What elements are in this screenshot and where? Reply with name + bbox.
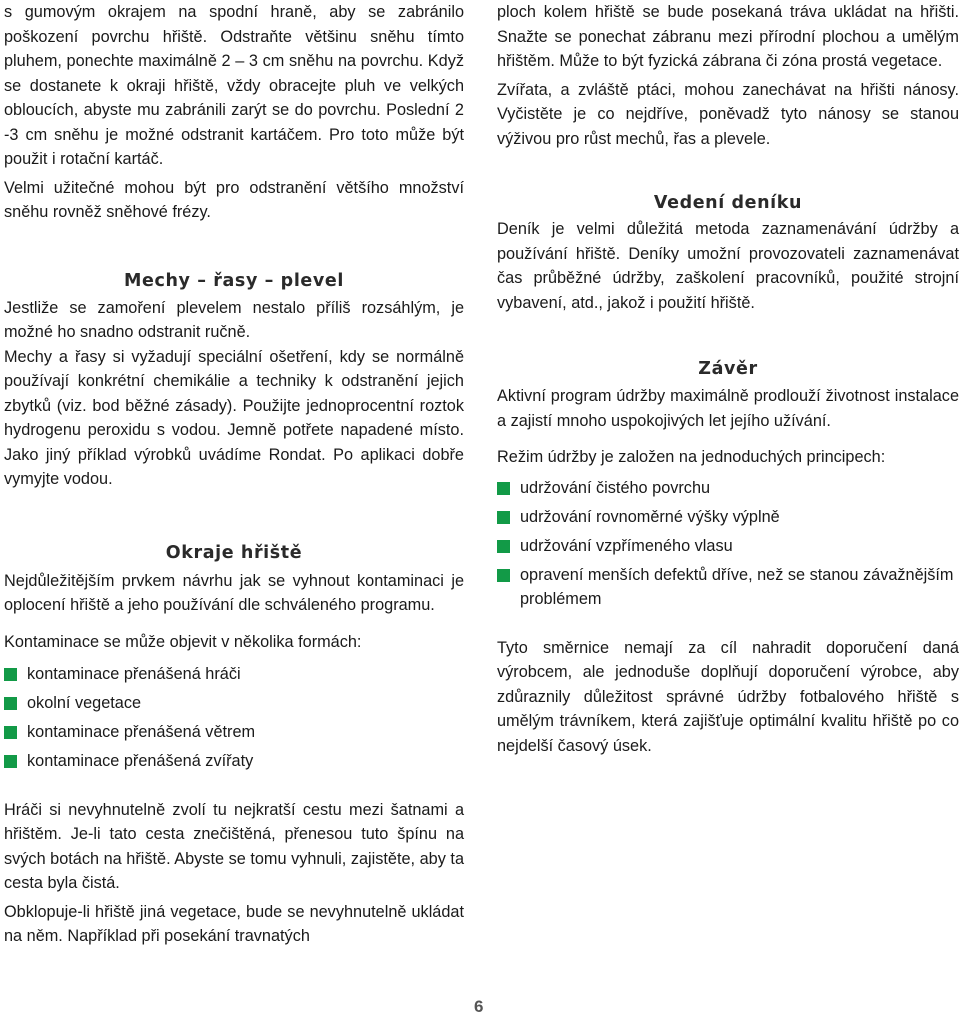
bullet-square-icon bbox=[4, 726, 17, 739]
bullet-square-icon bbox=[4, 697, 17, 710]
list-item: opravení menších defektů dříve, než se stanou závažnějším problémem bbox=[497, 563, 959, 612]
list-item: kontaminace přenášená větrem bbox=[4, 720, 464, 745]
contamination-forms-paragraph: Kontaminace se může objevit v několika formách: bbox=[4, 632, 362, 651]
contamination-list bbox=[4, 662, 464, 774]
left-column bbox=[4, 0, 464, 949]
principles-list bbox=[497, 476, 959, 612]
edges-section-heading: Okraje hřiště bbox=[165, 542, 303, 563]
moss-treatment-paragraph: Mechy a řasy si vyžadují speciální ošetření, kdy se normálně používají konkrétní chemikálie a techniky k odstranění jejich zbytků (viz. bod běžné zásady). Použijte jednoprocentní roztok hydrogenu peroxidu s vodou. Jemně potřete napadené místo. Jako jiný příklad výrobků uvádíme Rondat. Po aplikaci dobře vymyjte vodou. bbox=[4, 347, 464, 488]
snow-removal-paragraph: s gumovým okrajem na spodní hraně, aby se zabránilo poškození povrchu hřiště. Odstraňte většinu sněhu tímto pluhem, ponechte maximálně 2 – 3 cm sněhu na povrchu. Když se dostanete k okraji hřiště, vždy obracejte pluh ve velkých obloucích, abyste mu zabránili zarýt se do povrchu. Poslední 2 -3 cm sněhu je možné odstranit kartáčem. Pro toto může být použit i rotační kartáč. bbox=[4, 3, 464, 168]
page-number: 6 bbox=[474, 997, 484, 1016]
bullet-square-icon bbox=[497, 511, 510, 524]
players-path-paragraph: Hráči si nevyhnutelně zvolí tu nejkratší cestu mezi šatnami a hřištěm. Je-li tato cesta znečištěná, přenesou tuto špínu na svých botách na hřiště. Abyste se tomu vyhnuli, zajistěte, aby ta cesta byla čistá. bbox=[4, 800, 464, 892]
grass-clippings-paragraph: ploch kolem hřiště se bude posekaná tráva ukládat na hřišti. Snažte se ponechat zábranu mezi přírodní plochou a umělým hřištěm. Může to být fyzická zábrana či zóna prostá vegetace. bbox=[497, 3, 959, 70]
conclusion-section-heading: Závěr bbox=[698, 359, 758, 379]
logbook-paragraph: Deník je velmi důležitá metoda zaznamenávání údržby a používání hřiště. Deníky umožní provozovateli zaznamenávat čas průběžné údržby, zaškolení pracovníků, použité strojní vybavení, atd., jakož i použití hřiště. bbox=[497, 220, 959, 312]
list-item: kontaminace přenášená hráči bbox=[4, 662, 464, 687]
animals-paragraph: Zvířata, a zvláště ptáci, mohou zanechávat na hřišti nánosy. Vyčistěte je co nejdříve, poněvadž tyto nánosy se stanou výživou pro růst mechů, řas a plevele. bbox=[497, 80, 959, 148]
bullet-square-icon bbox=[4, 755, 17, 768]
conclusion-paragraph: Aktivní program údržby maximálně prodlouží životnost instalace a zajistí mnoho uspokojivých let jejího užívání. bbox=[497, 387, 959, 430]
right-column bbox=[497, 0, 959, 758]
bullet-square-icon bbox=[4, 668, 17, 681]
principles-paragraph: Režim údržby je založen na jednoduchých principech: bbox=[497, 448, 886, 466]
list-item: udržování rovnoměrné výšky výplně bbox=[497, 505, 959, 530]
snow-blower-paragraph: Velmi užitečné mohou být pro odstranění většího množství sněhu rovněž sněhové frézy. bbox=[4, 178, 464, 221]
list-item: okolní vegetace bbox=[4, 691, 464, 716]
list-item: udržování čistého povrchu bbox=[497, 476, 959, 501]
bullet-square-icon bbox=[497, 569, 510, 582]
moss-section-heading: Mechy – řasy – plevel bbox=[124, 270, 344, 291]
bullet-square-icon bbox=[497, 482, 510, 495]
weeds-paragraph: Jestliže se zamoření plevelem nestalo příliš rozsáhlým, je možné ho snadno odstranit ručně. bbox=[4, 298, 464, 341]
list-item: kontaminace přenášená zvířaty bbox=[4, 749, 464, 774]
vegetation-paragraph: Obklopuje-li hřiště jiná vegetace, bude se nevyhnutelně ukládat na něm. Například při posekání travnatých bbox=[4, 902, 464, 945]
contamination-fencing-paragraph: Nejdůležitějším prvkem návrhu jak se vyhnout kontaminaci je oplocení hřiště a jeho používání dle schváleného programu. bbox=[4, 571, 464, 614]
guidelines-paragraph: Tyto směrnice nemají za cíl nahradit doporučení daná výrobcem, ale jednoduše doplňují doporučení výrobce, aby zdůraznily důležitost správné údržby fotbalového hřiště s umělým trávníkem, která zajišťuje optimální kvalitu hřiště po co nejdelší časový úsek. bbox=[497, 638, 959, 755]
list-item: udržování vzpřímeného vlasu bbox=[497, 534, 959, 559]
bullet-square-icon bbox=[497, 540, 510, 553]
logbook-section-heading: Vedení deníku bbox=[653, 193, 803, 213]
